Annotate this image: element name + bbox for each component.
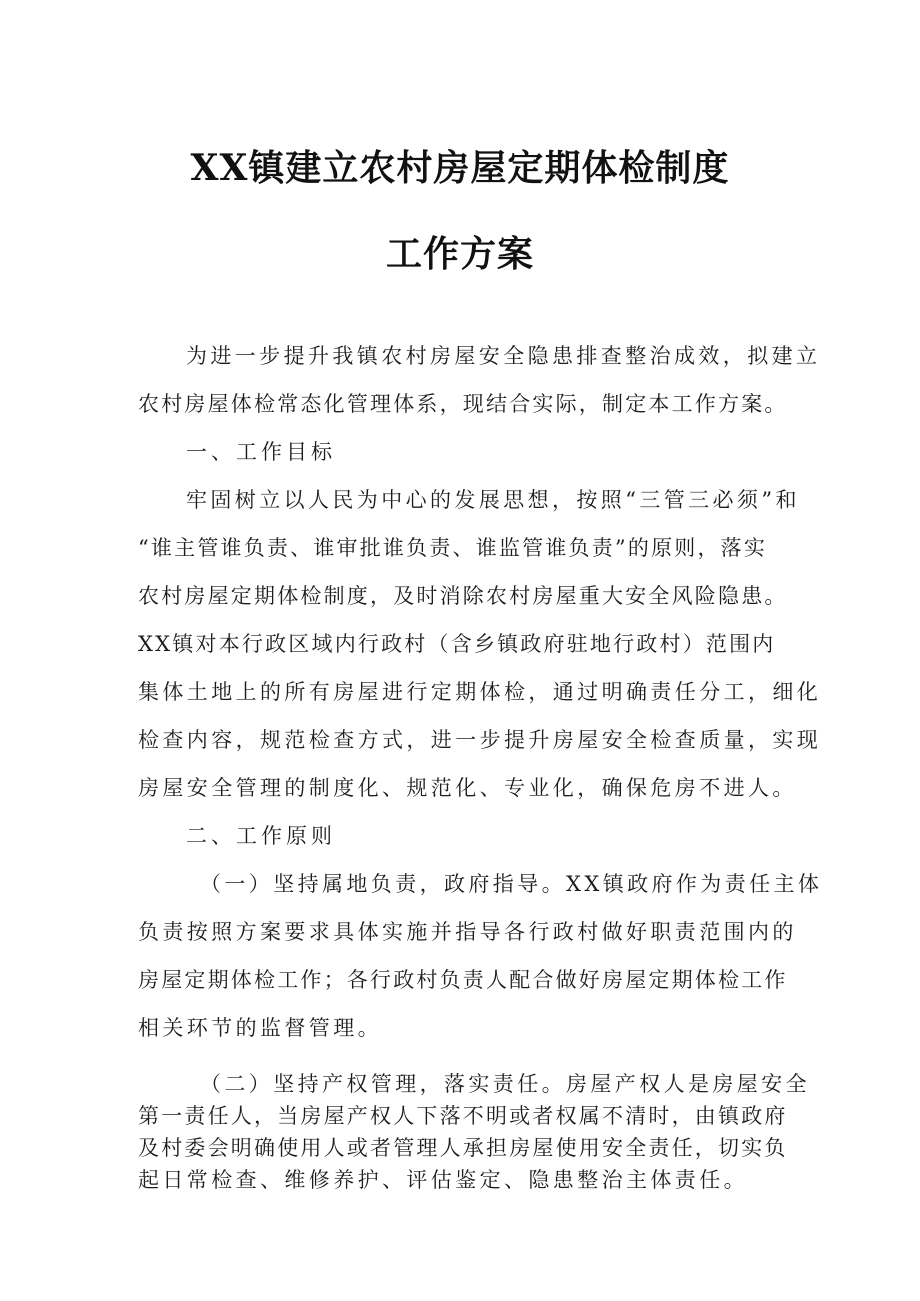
paragraph-line: 起日常检查、维修养护、评估鉴定、隐患整治主体责任。 <box>138 1168 748 1192</box>
title-prefix: XX <box>190 147 249 189</box>
paragraph-line: 第一责任人，当房屋产权人下落不明或者权属不清时，由镇政府 <box>138 1104 788 1128</box>
paragraph-line: 农村房屋定期体检制度，及时消除农村房屋重大安全风险隐患。 <box>138 584 788 608</box>
section-heading: 二、工作原则 <box>186 824 336 848</box>
paragraph-line: 房屋安全管理的制度化、规范化、专业化，确保危房不进人。 <box>138 776 797 800</box>
paragraph-line: 牢固树立以人民为中心的发展思想，按照“三管三必须”和 <box>186 488 800 512</box>
paragraph-line: XX镇对本行政区域内行政村（含乡镇政府驻地行政村）范围内 <box>138 632 776 656</box>
paragraph-line: 为进一步提升我镇农村房屋安全隐患排查整治成效，拟建立 <box>186 344 821 368</box>
paragraph-line: 农村房屋体检常态化管理体系，现结合实际，制定本工作方案。 <box>138 392 788 416</box>
section-heading: 一、工作目标 <box>186 440 336 464</box>
paragraph-line: 房屋定期体检工作；各行政村负责人配合做好房屋定期体检工作 <box>138 968 788 992</box>
title-text: 镇建立农村房屋定期体检制度 <box>248 148 730 189</box>
paragraph-line: 及村委会明确使用人或者管理人承担房屋使用安全责任，切实负 <box>138 1136 788 1160</box>
paragraph-line: 相关环节的监督管理。 <box>138 1016 382 1040</box>
document-title-line-1 <box>0 140 920 191</box>
document-title-line-2: 工作方案 <box>385 234 534 275</box>
paragraph-line: （一）坚持属地负责，政府指导。XX镇政府作为责任主体 <box>200 872 823 896</box>
paragraph-line: 集体土地上的所有房屋进行定期体检，通过明确责任分工，细化 <box>138 680 822 704</box>
paragraph-line: 负责按照方案要求具体实施并指导各行政村做好职责范围内的 <box>138 920 797 944</box>
paragraph-line: “谁主管谁负责、谁审批谁负责、谁监管谁负责”的原则，落实 <box>138 536 768 560</box>
paragraph-line: （二）坚持产权管理，落实责任。房屋产权人是房屋安全 <box>200 1072 810 1096</box>
paragraph-line: 检查内容，规范检查方式，进一步提升房屋安全检查质量，实现 <box>138 728 822 752</box>
